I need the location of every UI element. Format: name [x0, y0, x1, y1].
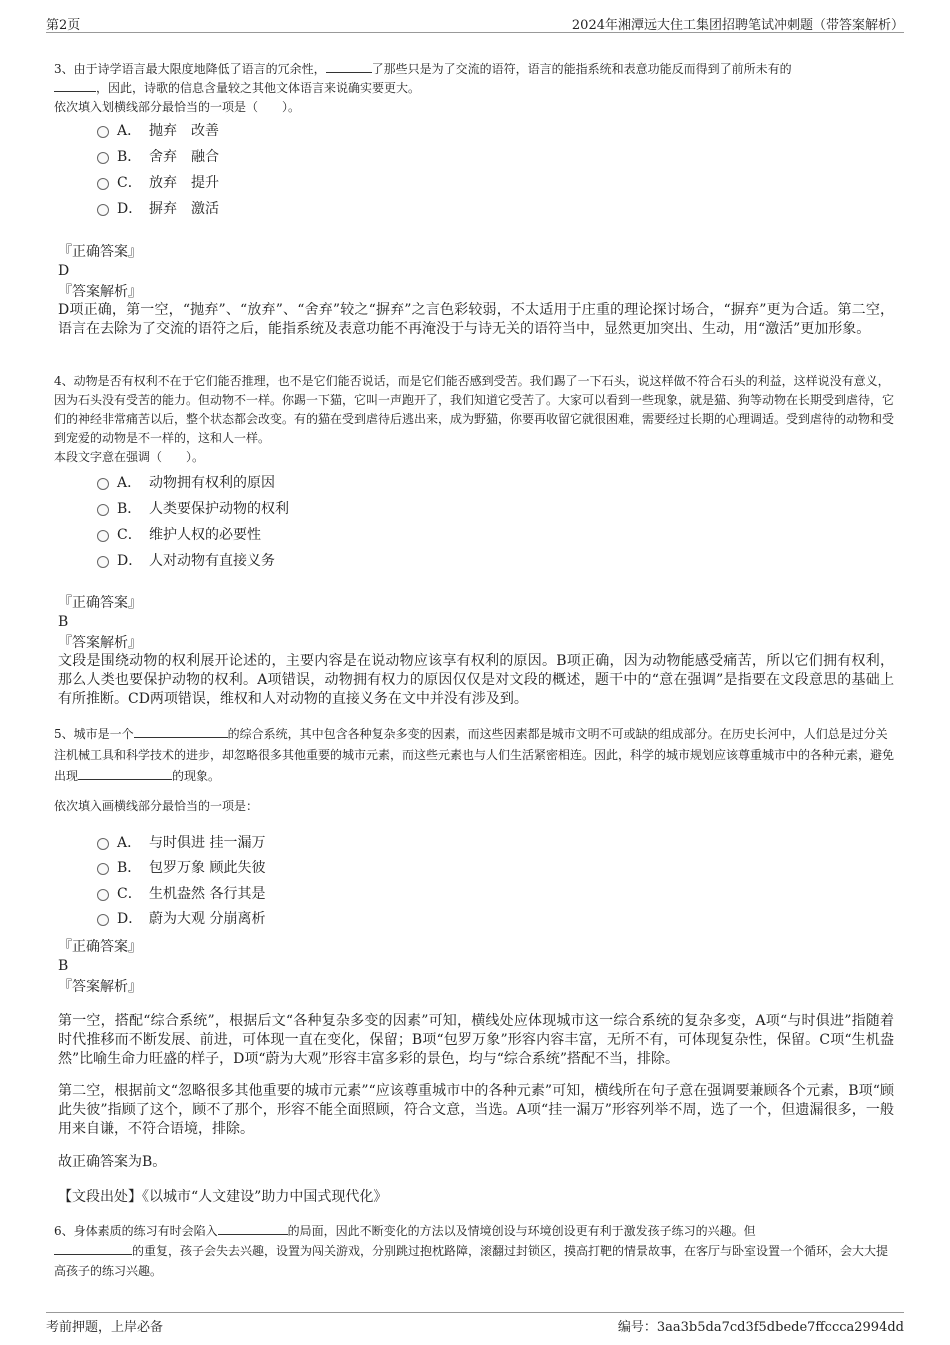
radio-icon[interactable]	[97, 204, 109, 216]
explanation-text: 文段是围绕动物的权利展开论述的，主要内容是在说动物应该享有权利的原因。B项正确，因为动物能感受痛苦，所以它们拥有权利，那么人类也要保护动物的权利。A项错误，动物拥有权力的原因仅仅是对文段的概述，题干中的“意在强调”是指要在文段意思的基础上有所推断。CD两项错误，维权和人对动物的直接义务在文中并没有涉及到。	[58, 653, 894, 707]
option-d[interactable]: D． 人对动物有直接义务	[97, 551, 275, 571]
radio-icon[interactable]	[97, 889, 109, 901]
blank-line	[218, 1222, 288, 1235]
explanation-label: 『答案解析』	[58, 635, 142, 651]
source-citation: 【文段出处】《以城市“人文建设”助力中国式现代化》	[58, 1189, 388, 1205]
radio-icon[interactable]	[97, 530, 109, 542]
explanation-label: 『答案解析』	[58, 284, 142, 300]
radio-icon[interactable]	[97, 478, 109, 490]
blank-line	[78, 767, 172, 780]
page-header	[46, 12, 904, 33]
correct-answer: D	[58, 263, 70, 279]
document-title: 2024年湘潭远大住工集团招聘笔试冲刺题（带答案解析）	[571, 18, 904, 33]
radio-icon[interactable]	[97, 914, 109, 926]
radio-icon[interactable]	[97, 863, 109, 875]
radio-icon[interactable]	[97, 126, 109, 138]
radio-icon[interactable]	[97, 504, 109, 516]
answer-label: 『正确答案』	[58, 595, 142, 611]
page-footer	[46, 1312, 904, 1335]
explanation-label: 『答案解析』	[58, 979, 142, 995]
option-a[interactable]: A． 与时俱进 挂一漏万	[97, 833, 265, 853]
option-d[interactable]: D． 蔚为大观 分崩离析	[97, 909, 265, 929]
correct-answer: B	[58, 958, 69, 974]
question-5-prompt: 依次填入画横线部分最恰当的一项是：	[54, 799, 259, 813]
explanation-text: 第二空，根据前文“忽略很多其他重要的城市元素”“应该尊重城市中的各种元素”可知，横线所在句子意在强调要兼顾各个元素，B项“顾此失彼”指顾了这个，顾不了那个，形容不能全面照顾，符合文意，当选。A项“挂一漏万”形容列举不周，选了一个，但遗漏很多，一般用来自谦，不符合语境，排除。	[58, 1083, 894, 1137]
answer-label: 『正确答案』	[58, 939, 142, 955]
radio-icon[interactable]	[97, 178, 109, 190]
option-d[interactable]: D． 摒弃 激活	[97, 199, 219, 219]
radio-icon[interactable]	[97, 838, 109, 850]
blank-line	[326, 60, 372, 73]
explanation-text: D项正确，第一空，“抛弃”、“放弃”、“舍弃”较之“摒弃”之言色彩较弱，不太适用于庄重的理论探讨场合，“摒弃”更为合适。第二空，语言在去除为了交流的语符之后，能指系统及表意功能不再淹没于与诗无关的语符当中，显然更加突出、生动，用“激活”更加形象。	[58, 302, 894, 337]
question-3-prompt: 依次填入划横线部分最恰当的一项是（ ）。	[54, 100, 301, 114]
option-b[interactable]: B． 舍弃 融合	[97, 147, 219, 167]
radio-icon[interactable]	[97, 556, 109, 568]
option-c[interactable]: C． 生机盎然 各行其是	[97, 884, 265, 904]
question-4-prompt: 本段文字意在强调（ ）。	[54, 450, 205, 464]
question-4-text: 4、动物是否有权利不在于它们能否推理，也不是它们能否说话，而是它们能否感到受苦。我们踢了一下石头，说这样做不符合石头的利益，这样说没有意义，因为石头没有受苦的能力。但动物不一样。你踢一下猫，它叫一声跑开了，我们知道它受苦了。大家可以看到一些现象，就是猫、狗等动物在长期受到虐待，它们的神经非常痛苦以后，整个状态都会改变。有的猫在受到虐待后逃出来，成为野猫，你要再收留它就很困难，需要经过长期的心理调适。受到虐待的动物和受到宠爱的动物是不一样的，这和人一样。 本段文字意在强调（ ）。	[54, 374, 895, 464]
blank-line	[54, 1242, 132, 1255]
option-a[interactable]: A． 动物拥有权利的原因	[97, 473, 275, 493]
explanation-text: 第一空，搭配“综合系统”，根据后文“各种复杂多变的因素”可知，横线处应体现城市这一综合系统的复杂多变，A项“与时俱进”指随着时代推移而不断发展、前进，可体现一直在变化，保留；B项“包罗万象”形容内容丰富，无所不有，可体现复杂性，保留。C项“生机盎然”比喻生命力旺盛的样子，D项“蔚为大观”形容丰富多彩的景色，均与“综合系统”搭配不当，排除。	[58, 1013, 894, 1067]
document-code: 编号：3aa3b5da7cd3f5dbede7ffccca2994dd	[617, 1320, 904, 1335]
option-b[interactable]: B． 人类要保护动物的权利	[97, 499, 289, 519]
question-3-text: 3、由于诗学语言最大限度地降低了语言的冗余性， 了那些只是为了交流的语符，语言的能指系统和表意功能反而得到了前所未有的 ，因此，诗歌的信息含量较之其他文体语言来说确实要更大。 依次填入划横线部分最恰当的一项是（ ）。	[54, 62, 792, 114]
blank-line	[54, 79, 96, 92]
question-5-text: 5、城市是一个 的综合系统，其中包含各种复杂多变的因素，而这些因素都是城市文明不可或缺的组成部分。在历史长河中，人们总是过分关注机械工具和科学技术的进步，却忽略很多其他重要的城市元素，而这些元素也与人们生活紧密相连。因此，科学的城市规划应该尊重城市中的各种元素，避免出现 的现象。	[54, 727, 895, 783]
page-number: 第2页	[46, 18, 81, 33]
radio-icon[interactable]	[97, 152, 109, 164]
footer-slogan: 考前押题，上岸必备	[46, 1320, 164, 1335]
answer-label: 『正确答案』	[58, 244, 142, 260]
option-b[interactable]: B． 包罗万象 顾此失彼	[97, 858, 265, 878]
option-a[interactable]: A． 抛弃 改善	[97, 121, 219, 141]
option-c[interactable]: C． 维护人权的必要性	[97, 525, 261, 545]
blank-line	[134, 725, 228, 738]
question-6-text: 6、身体素质的练习有时会陷入 的局面，因此不断变化的方法以及情境创设与环境创设更有利于激发孩子练习的兴趣。但 的重复，孩子会失去兴趣，设置为闯关游戏，分别跳过抱枕路障，滚翻过封锁区，摸高打靶的情景故事，在客厅与卧室设置一个循环，会大大提高孩子的练习兴趣。	[54, 1224, 889, 1278]
option-c[interactable]: C． 放弃 提升	[97, 173, 219, 193]
conclusion-text: 故正确答案为B。	[58, 1154, 167, 1170]
correct-answer: B	[58, 614, 69, 630]
